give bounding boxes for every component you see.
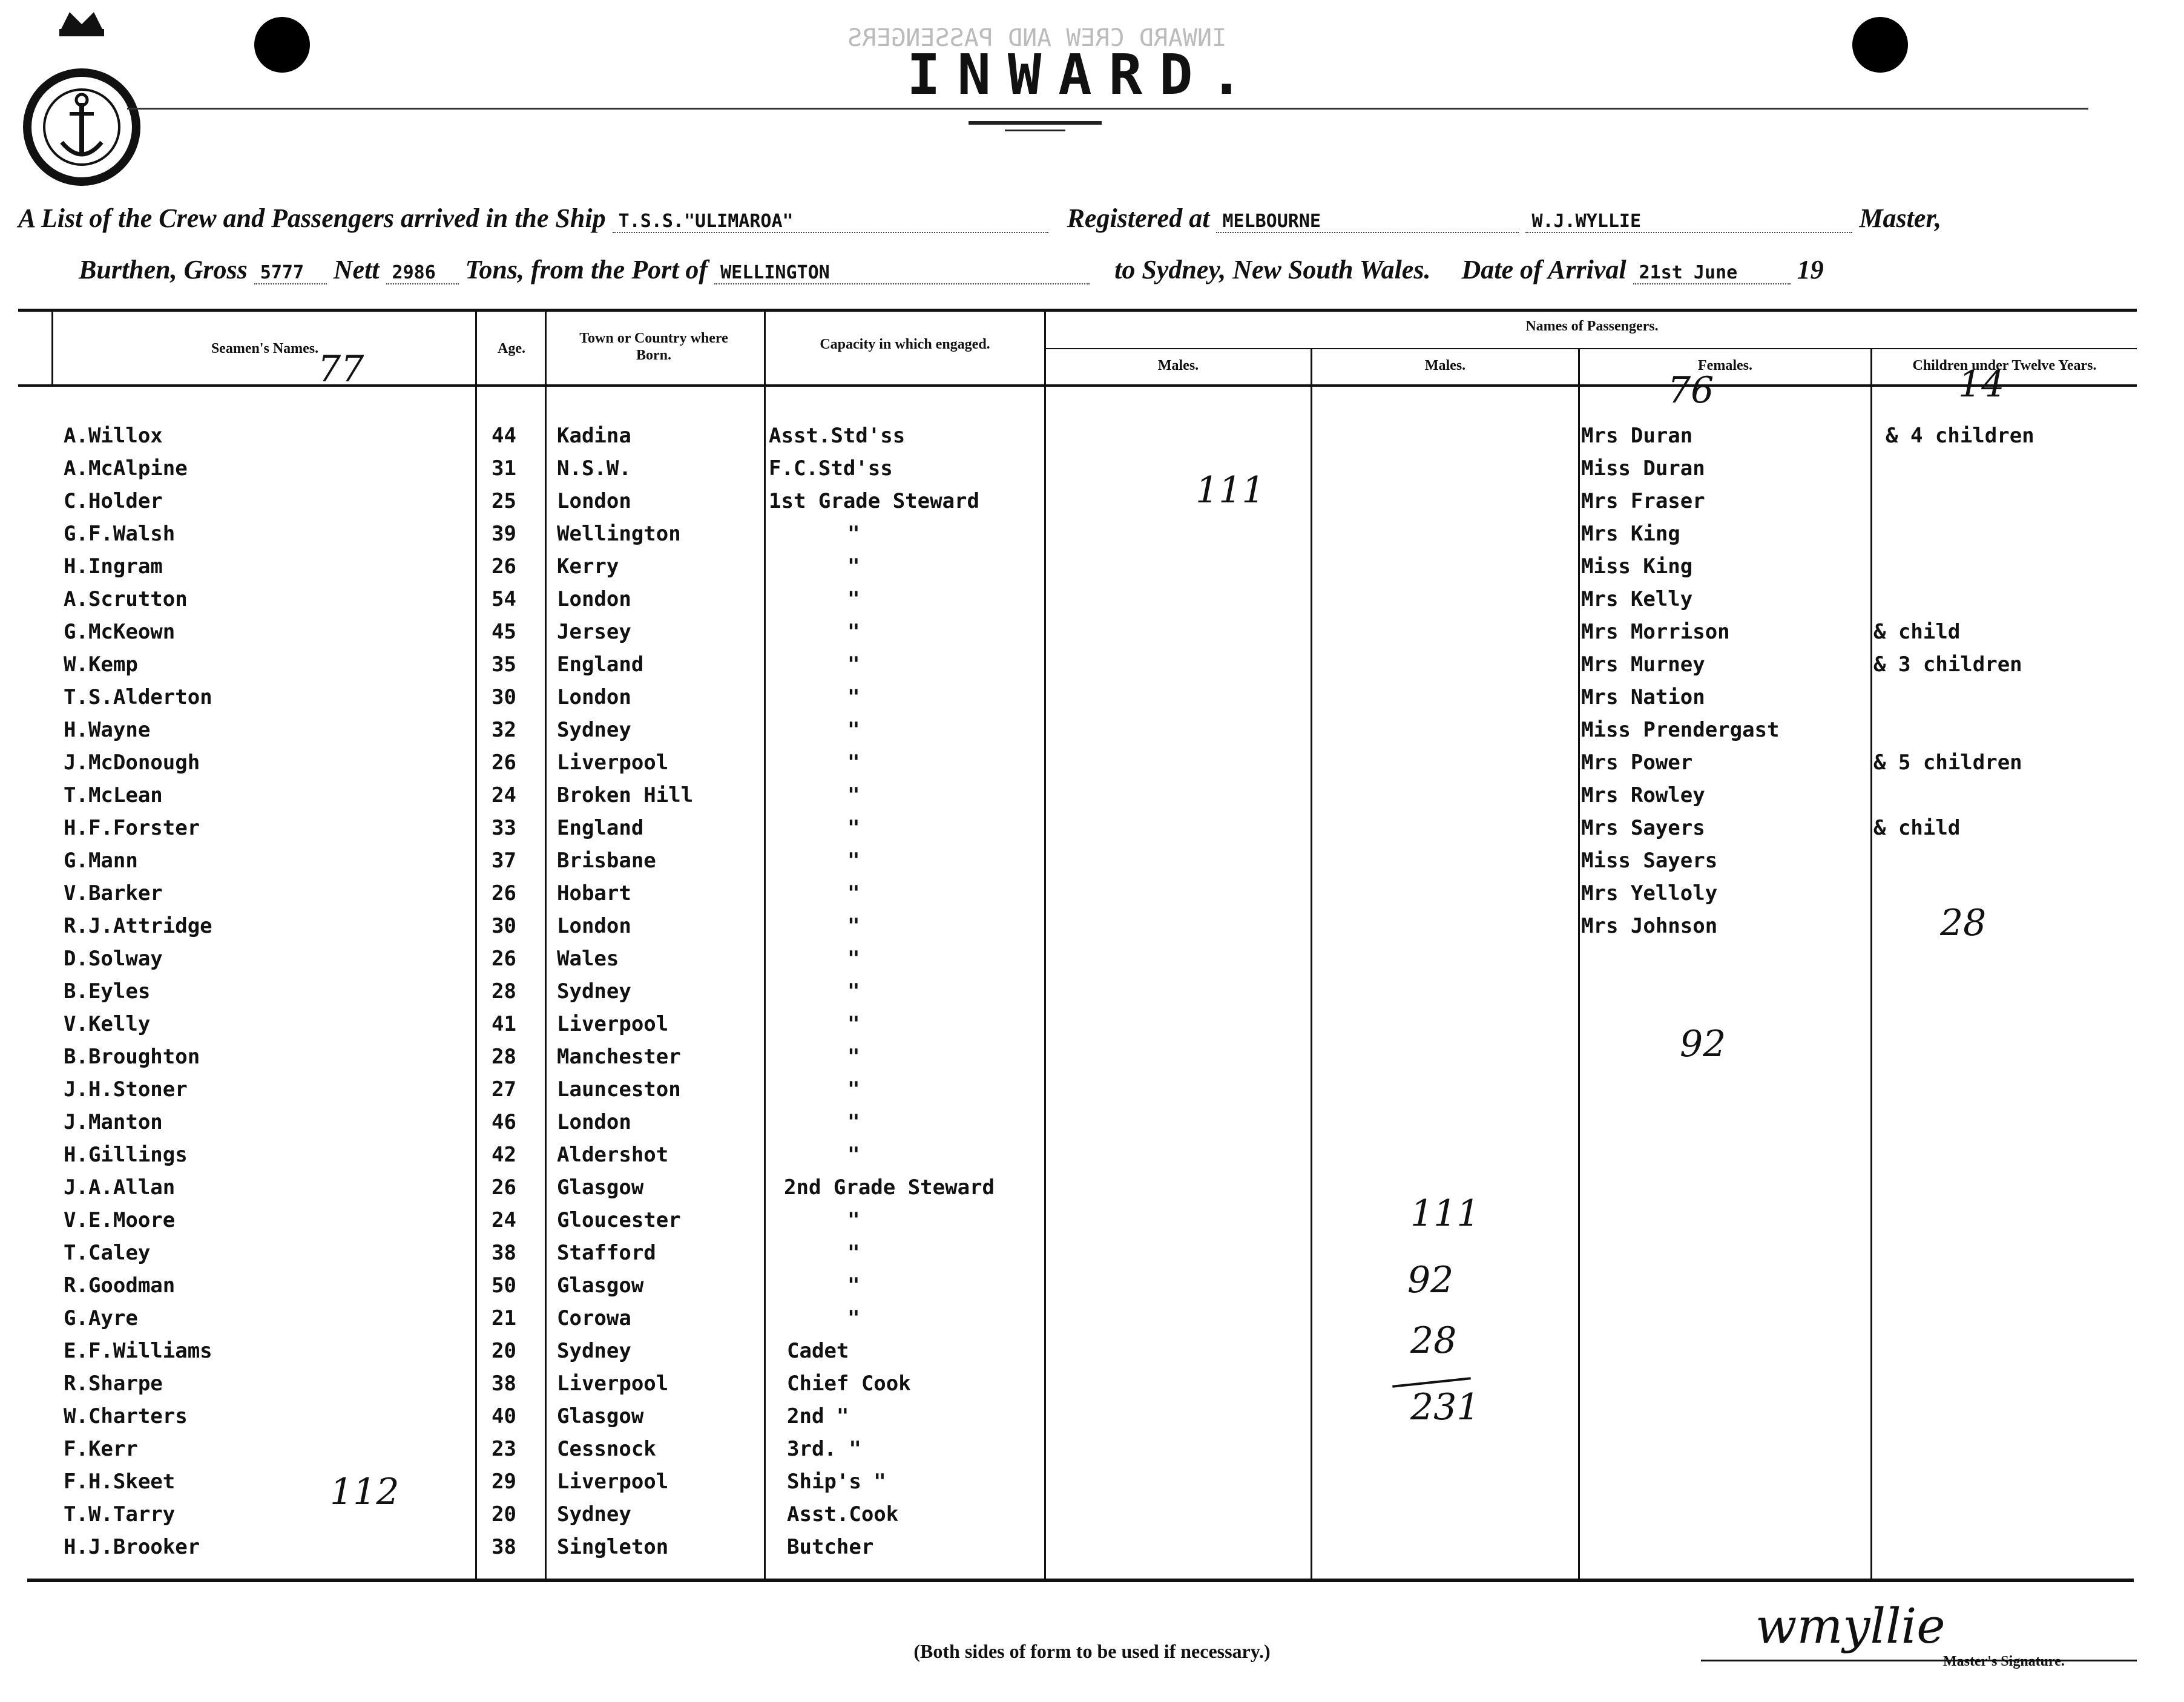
seaman-age: 23 xyxy=(492,1437,516,1461)
seaman-capacity: 2nd Grade Steward xyxy=(784,1175,995,1200)
seaman-birthplace: Launceston xyxy=(557,1077,681,1102)
seaman-name: R.Sharpe xyxy=(64,1372,163,1396)
burthen-label: Burthen, Gross xyxy=(79,255,248,284)
seaman-capacity: " xyxy=(847,718,860,742)
nett-label: Nett xyxy=(333,255,380,284)
children-entry: & 3 children xyxy=(1873,652,2022,677)
female-passenger: Mrs Rowley xyxy=(1581,783,1705,807)
seaman-age: 28 xyxy=(492,979,516,1004)
seaman-birthplace: London xyxy=(557,1110,631,1134)
seaman-capacity: " xyxy=(847,751,860,775)
seaman-capacity: " xyxy=(847,1045,860,1069)
col-divider-5 xyxy=(1044,312,1046,1580)
seaman-age: 21 xyxy=(492,1306,516,1330)
port-of-departure: WELLINGTON xyxy=(714,262,1090,284)
col-header-age: Age. xyxy=(498,341,525,356)
seaman-name: F.Kerr xyxy=(64,1437,138,1461)
seaman-capacity: " xyxy=(847,1012,860,1036)
seaman-age: 24 xyxy=(492,1208,516,1232)
seaman-name: V.E.Moore xyxy=(64,1208,176,1232)
seaman-capacity: F.C.Std'ss xyxy=(769,456,893,481)
seaman-capacity: " xyxy=(847,1208,860,1232)
seaman-birthplace: Sydney xyxy=(557,1339,631,1363)
seaman-age: 27 xyxy=(492,1077,516,1102)
female-passenger: Mrs Murney xyxy=(1581,652,1705,677)
to-sydney-label: to Sydney, New South Wales. xyxy=(1114,255,1431,284)
col-header-females: Females. xyxy=(1698,358,1752,373)
seaman-birthplace: Stafford xyxy=(557,1241,656,1265)
seaman-name: A.Willox xyxy=(64,424,163,448)
seaman-age: 39 xyxy=(492,522,516,546)
seaman-name: J.McDonough xyxy=(64,751,200,775)
col-divider-7 xyxy=(1578,349,1580,1580)
seaman-capacity: " xyxy=(847,816,860,840)
col-divider-3 xyxy=(545,312,547,1580)
seaman-capacity: " xyxy=(847,783,860,807)
children-entry: & child xyxy=(1873,816,1961,840)
seaman-birthplace: Jersey xyxy=(557,620,631,644)
female-passenger: Mrs Yelloly xyxy=(1581,881,1718,905)
master-label: Master, xyxy=(1859,203,1942,233)
seaman-capacity: " xyxy=(847,1110,860,1134)
seaman-age: 20 xyxy=(492,1339,516,1363)
seaman-name: H.J.Brooker xyxy=(64,1535,200,1559)
seaman-birthplace: Sydney xyxy=(557,1502,631,1526)
seaman-birthplace: Aldershot xyxy=(557,1143,669,1167)
seaman-name: A.Scrutton xyxy=(64,587,188,611)
master-signature: wmyllie xyxy=(1755,1598,1946,1654)
seaman-capacity: " xyxy=(847,587,860,611)
children-entry: & child xyxy=(1873,620,1961,644)
children-entry: & 5 children xyxy=(1873,751,2022,775)
female-passenger: Miss Sayers xyxy=(1581,849,1718,873)
seaman-name: B.Broughton xyxy=(64,1045,200,1069)
female-passenger: Mrs Morrison xyxy=(1581,620,1730,644)
seaman-age: 38 xyxy=(492,1372,516,1396)
top-rule xyxy=(127,108,2088,110)
seaman-birthplace: Liverpool xyxy=(557,1470,669,1494)
seaman-capacity: " xyxy=(847,1143,860,1167)
seaman-age: 38 xyxy=(492,1241,516,1265)
seaman-age: 26 xyxy=(492,554,516,579)
col-divider-8 xyxy=(1870,349,1872,1580)
seaman-capacity: " xyxy=(847,620,860,644)
handwritten-children-tally: 28 xyxy=(1940,902,1987,944)
handwritten-sum-28: 28 xyxy=(1410,1319,1457,1362)
seaman-capacity: Ship's " xyxy=(787,1470,886,1494)
seaman-capacity: Butcher xyxy=(787,1535,874,1559)
seaman-capacity: Chief Cook xyxy=(787,1372,911,1396)
seaman-age: 40 xyxy=(492,1404,516,1428)
seaman-birthplace: England xyxy=(557,652,644,677)
punch-hole-right xyxy=(1852,17,1908,73)
female-passenger: Miss Prendergast xyxy=(1581,718,1780,742)
col-header-males-1: Males. xyxy=(1157,358,1199,373)
handwritten-females-count: 76 xyxy=(1668,369,1714,412)
seaman-name: J.Manton xyxy=(64,1110,163,1134)
seaman-age: 35 xyxy=(492,652,516,677)
gross-tons: 5777 xyxy=(254,262,327,284)
seaman-name: G.Ayre xyxy=(64,1306,138,1330)
table-top-rule xyxy=(18,309,2137,312)
header-line-1 xyxy=(18,203,1941,234)
seaman-age: 26 xyxy=(492,881,516,905)
arrival-date: 21st June xyxy=(1633,262,1791,284)
female-passenger: Mrs Fraser xyxy=(1581,489,1705,513)
seaman-name: E.F.Williams xyxy=(64,1339,212,1363)
female-passenger: Miss King xyxy=(1581,554,1693,579)
registered-at: MELBOURNE xyxy=(1216,211,1519,233)
seaman-age: 38 xyxy=(492,1535,516,1559)
seaman-age: 42 xyxy=(492,1143,516,1167)
seaman-age: 26 xyxy=(492,751,516,775)
seaman-name: T.W.Tarry xyxy=(64,1502,176,1526)
seaman-capacity: Cadet xyxy=(787,1339,849,1363)
seaman-name: W.Kemp xyxy=(64,652,138,677)
seaman-name: V.Kelly xyxy=(64,1012,151,1036)
handwritten-sum-92: 92 xyxy=(1407,1259,1454,1301)
heading-rule-short xyxy=(1005,130,1065,131)
seaman-capacity: " xyxy=(847,1077,860,1102)
seaman-name: A.McAlpine xyxy=(64,456,188,481)
seaman-name: J.A.Allan xyxy=(64,1175,176,1200)
seaman-capacity: " xyxy=(847,979,860,1004)
master-name: W.J.WYLLIE xyxy=(1525,211,1852,233)
seaman-name: F.H.Skeet xyxy=(64,1470,176,1494)
seaman-birthplace: London xyxy=(557,914,631,938)
seaman-name: G.McKeown xyxy=(64,620,176,644)
female-passenger: Miss Duran xyxy=(1581,456,1705,481)
seaman-name: H.F.Forster xyxy=(64,816,200,840)
seaman-birthplace: Gloucester xyxy=(557,1208,681,1232)
seaman-age: 54 xyxy=(492,587,516,611)
seaman-name: T.Caley xyxy=(64,1241,151,1265)
handwritten-names-bottom: 112 xyxy=(330,1471,400,1513)
col-header-town: Town or Country where Born. xyxy=(579,330,728,363)
seaman-capacity: Asst.Std'ss xyxy=(769,424,906,448)
female-passenger: Mrs Kelly xyxy=(1581,587,1693,611)
passengers-subrule xyxy=(1044,348,2137,349)
seaman-birthplace: Glasgow xyxy=(557,1273,644,1298)
seaman-birthplace: London xyxy=(557,685,631,709)
seaman-birthplace: N.S.W. xyxy=(557,456,631,481)
seaman-capacity: Asst.Cook xyxy=(787,1502,899,1526)
seaman-name: V.Barker xyxy=(64,881,163,905)
seaman-capacity: " xyxy=(847,914,860,938)
arrival-label: Date of Arrival xyxy=(1461,255,1626,284)
seaman-age: 26 xyxy=(492,1175,516,1200)
seaman-name: R.J.Attridge xyxy=(64,914,212,938)
col-divider-2 xyxy=(475,312,477,1580)
seaman-capacity: " xyxy=(847,1306,860,1330)
seaman-capacity: 3rd. " xyxy=(787,1437,861,1461)
seaman-birthplace: Manchester xyxy=(557,1045,681,1069)
seaman-name: W.Charters xyxy=(64,1404,188,1428)
seaman-birthplace: Broken Hill xyxy=(557,783,694,807)
seaman-age: 20 xyxy=(492,1502,516,1526)
mirrored-bleed-text: INWARD CREW AND PASSENGERS xyxy=(847,24,1227,52)
seaman-birthplace: London xyxy=(557,489,631,513)
seaman-name: J.H.Stoner xyxy=(64,1077,188,1102)
seaman-age: 30 xyxy=(492,914,516,938)
seaman-birthplace: Liverpool xyxy=(557,751,669,775)
seaman-age: 32 xyxy=(492,718,516,742)
seaman-age: 25 xyxy=(492,489,516,513)
nett-tons: 2986 xyxy=(386,262,459,284)
seaman-age: 31 xyxy=(492,456,516,481)
seaman-capacity: " xyxy=(847,849,860,873)
seaman-birthplace: Corowa xyxy=(557,1306,631,1330)
col-divider-6 xyxy=(1311,349,1312,1580)
seaman-age: 24 xyxy=(492,783,516,807)
col-header-children: Children under Twelve Years. xyxy=(1912,358,2097,373)
col-header-seamen-names: Seamen's Names. xyxy=(211,341,319,356)
handwritten-children-count: 14 xyxy=(1958,363,2005,406)
handwritten-sum-111: 111 xyxy=(1410,1192,1480,1235)
seaman-age: 50 xyxy=(492,1273,516,1298)
form-heading: INWARD. xyxy=(907,42,1260,107)
seaman-name: D.Solway xyxy=(64,947,163,971)
seaman-age: 37 xyxy=(492,849,516,873)
seaman-capacity: " xyxy=(847,881,860,905)
seaman-age: 29 xyxy=(492,1470,516,1494)
col-header-capacity: Capacity in which engaged. xyxy=(820,337,990,352)
seaman-capacity: " xyxy=(847,522,860,546)
ship-name: T.S.S."ULIMAROA" xyxy=(613,211,1048,233)
table-bottom-rule xyxy=(27,1579,2134,1582)
seaman-birthplace: Glasgow xyxy=(557,1175,644,1200)
seaman-capacity: " xyxy=(847,685,860,709)
seaman-capacity: " xyxy=(847,554,860,579)
customs-seal-icon xyxy=(18,6,145,188)
col-header-passengers: Names of Passengers. xyxy=(1525,318,1659,334)
seaman-age: 30 xyxy=(492,685,516,709)
seaman-birthplace: Liverpool xyxy=(557,1372,669,1396)
seaman-birthplace: Wellington xyxy=(557,522,681,546)
seaman-name: C.Holder xyxy=(64,489,163,513)
signature-line xyxy=(1701,1660,2137,1661)
handwritten-males-tally: 111 xyxy=(1196,469,1265,511)
seaman-name: B.Eyles xyxy=(64,979,151,1004)
seaman-capacity: " xyxy=(847,1241,860,1265)
seaman-name: H.Wayne xyxy=(64,718,151,742)
seaman-capacity: " xyxy=(847,947,860,971)
seaman-name: T.McLean xyxy=(64,783,163,807)
col-divider-1 xyxy=(51,312,53,384)
seaman-capacity: " xyxy=(847,652,860,677)
seaman-birthplace: Kadina xyxy=(557,424,631,448)
seaman-name: G.F.Walsh xyxy=(64,522,176,546)
seaman-birthplace: Singleton xyxy=(557,1535,669,1559)
seaman-birthplace: Sydney xyxy=(557,979,631,1004)
seaman-birthplace: Sydney xyxy=(557,718,631,742)
list-prefix: A List of the Crew and Passengers arrived in the Ship xyxy=(18,203,606,233)
handwritten-sum-total: 231 xyxy=(1410,1386,1480,1428)
seaman-birthplace: London xyxy=(557,587,631,611)
seaman-name: T.S.Alderton xyxy=(64,685,212,709)
female-passenger: Mrs Duran xyxy=(1581,424,1693,448)
female-passenger: Mrs Johnson xyxy=(1581,914,1718,938)
female-passenger: Mrs Power xyxy=(1581,751,1693,775)
tons-label: Tons, from the Port of xyxy=(465,255,708,284)
seaman-name: H.Gillings xyxy=(64,1143,188,1167)
female-passenger: Mrs Sayers xyxy=(1581,816,1705,840)
handwritten-names-count: 77 xyxy=(318,348,364,390)
handwritten-females-tally: 92 xyxy=(1680,1023,1726,1065)
seaman-age: 41 xyxy=(492,1012,516,1036)
seaman-birthplace: England xyxy=(557,816,644,840)
seaman-name: H.Ingram xyxy=(64,554,163,579)
female-passenger: Mrs King xyxy=(1581,522,1680,546)
seaman-age: 46 xyxy=(492,1110,516,1134)
seaman-birthplace: Wales xyxy=(557,947,619,971)
seaman-age: 33 xyxy=(492,816,516,840)
registered-label: Registered at xyxy=(1067,203,1210,233)
seaman-capacity: 2nd " xyxy=(787,1404,849,1428)
seaman-birthplace: Hobart xyxy=(557,881,631,905)
footnote: (Both sides of form to be used if necessary.) xyxy=(913,1640,1271,1662)
seaman-age: 44 xyxy=(492,424,516,448)
female-passenger: Mrs Nation xyxy=(1581,685,1705,709)
seaman-birthplace: Cessnock xyxy=(557,1437,656,1461)
signature-label: Master's Signature. xyxy=(1943,1654,2065,1669)
col-header-males-2: Males. xyxy=(1424,358,1466,373)
punch-hole-left xyxy=(254,17,310,73)
seaman-capacity: 1st Grade Steward xyxy=(769,489,979,513)
seaman-age: 28 xyxy=(492,1045,516,1069)
seaman-name: G.Mann xyxy=(64,849,138,873)
seaman-birthplace: Kerry xyxy=(557,554,619,579)
seaman-birthplace: Glasgow xyxy=(557,1404,644,1428)
heading-rule xyxy=(969,121,1102,125)
arrival-year: 19 xyxy=(1797,255,1824,284)
col-divider-4 xyxy=(764,312,766,1580)
seaman-name: R.Goodman xyxy=(64,1273,176,1298)
seaman-age: 26 xyxy=(492,947,516,971)
seaman-capacity: " xyxy=(847,1273,860,1298)
seaman-birthplace: Brisbane xyxy=(557,849,656,873)
seaman-age: 45 xyxy=(492,620,516,644)
seaman-birthplace: Liverpool xyxy=(557,1012,669,1036)
children-entry: & 4 children xyxy=(1886,424,2034,448)
header-line-2 xyxy=(79,254,1824,285)
